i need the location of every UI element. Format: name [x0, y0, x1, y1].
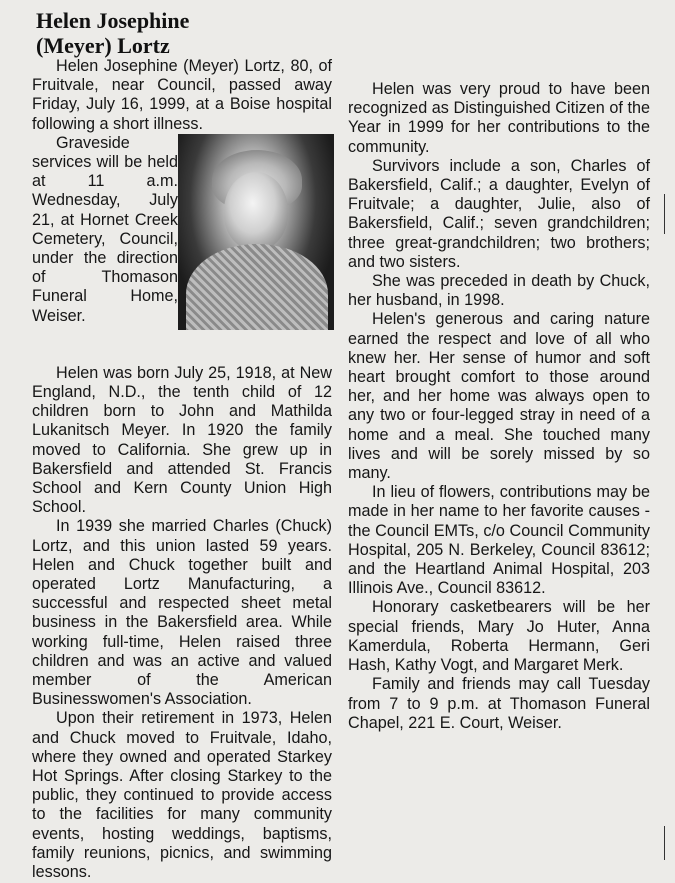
paragraph-services: Graveside services will be held at 11 a.m. Wednesday, July 21, at Hornet Creek Cemetery, Council, under the direction of Thomason Funeral Home, Weiser. [32, 133, 178, 325]
paragraph-preceded: She was preceded in death by Chuck, her husband, in 1998. [348, 272, 650, 310]
paragraph-early-life: Helen was born July 25, 1918, at New England, N.D., the tenth child of 12 children born to John and Mathilda Lukanitsch Meyer. In 1920 the family moved to California. She grew up in Bakersfield and attended St. Francis School and Kern County Union High School. [32, 363, 332, 517]
photo-row [32, 134, 332, 364]
paragraph-retirement: Upon their retirement in 1973, Helen and Chuck moved to Fruitvale, Idaho, where they owned and operated Starkey Hot Springs. After closing Starkey to the public, they continued to provide access to the facilities for many community events, hosting weddings, baptisms, family reunions, picnics, and swimming lessons. [32, 709, 332, 882]
headline-line-2: (Meyer) Lortz [36, 33, 170, 58]
column-edge-mark [664, 826, 665, 860]
left-column [32, 57, 332, 882]
paragraph-marriage: In 1939 she married Charles (Chuck) Lortz, and this union lasted 59 years. Helen and Chuck together built and operated Lortz Manufacturing, a successful and respected sheet metal business in the Bakersfield area. While working full-time, Helen raised three children and was an active and valued member of the American Businesswomen's Association. [32, 517, 332, 709]
paragraph-survivors: Survivors include a son, Charles of Bakersfield, Calif.; a daughter, Evelyn of Fruitvale; a daughter, Julie, also of Bakersfield, Calif.; seven grandchildren; three great-grandchildren; two brothers; and two sisters. [348, 156, 650, 271]
portrait-photo [178, 134, 334, 330]
column-edge-mark [664, 194, 665, 234]
paragraph-casketbearers: Honorary casketbearers will be her special friends, Mary Jo Huter, Anna Kamerdula, Roberta Hermann, Geri Hash, Kathy Vogt, and Margaret Merk. [348, 598, 650, 675]
headline-line-1: Helen Josephine [36, 8, 190, 33]
portrait-body [186, 244, 328, 330]
right-column [348, 80, 650, 733]
paragraph-memorials: In lieu of flowers, contributions may be made in her name to her favorite causes - the Council EMTs, c/o Council Community Hospital, 205 N. Berkeley, Council 83612; and the Heartland Animal Hospital, 203 Illinois Ave., Council 83612. [348, 483, 650, 598]
paragraph-visitation: Family and friends may call Tuesday from 7 to 9 p.m. at Thomason Funeral Chapel, 221 E. Court, Weiser. [348, 675, 650, 732]
obituary-headline [36, 8, 336, 58]
portrait-face [224, 172, 288, 250]
paragraph-death-notice: Helen Josephine (Meyer) Lortz, 80, of Fruitvale, near Council, passed away Friday, July 16, 1999, at a Boise hospital following a short illness. [32, 57, 332, 133]
paragraph-recognition: Helen was very proud to have been recognized as Distinguished Citizen of the Year in 1999 for her contributions to the community. [348, 80, 650, 156]
paragraph-character: Helen's generous and caring nature earned the respect and love of all who knew her. Her sense of humor and soft heart brought comfort to those around her, and her home was always open to any two or four-legged stray in need of a home and a meal. She touched many lives and will be sorely missed by so many. [348, 310, 650, 483]
